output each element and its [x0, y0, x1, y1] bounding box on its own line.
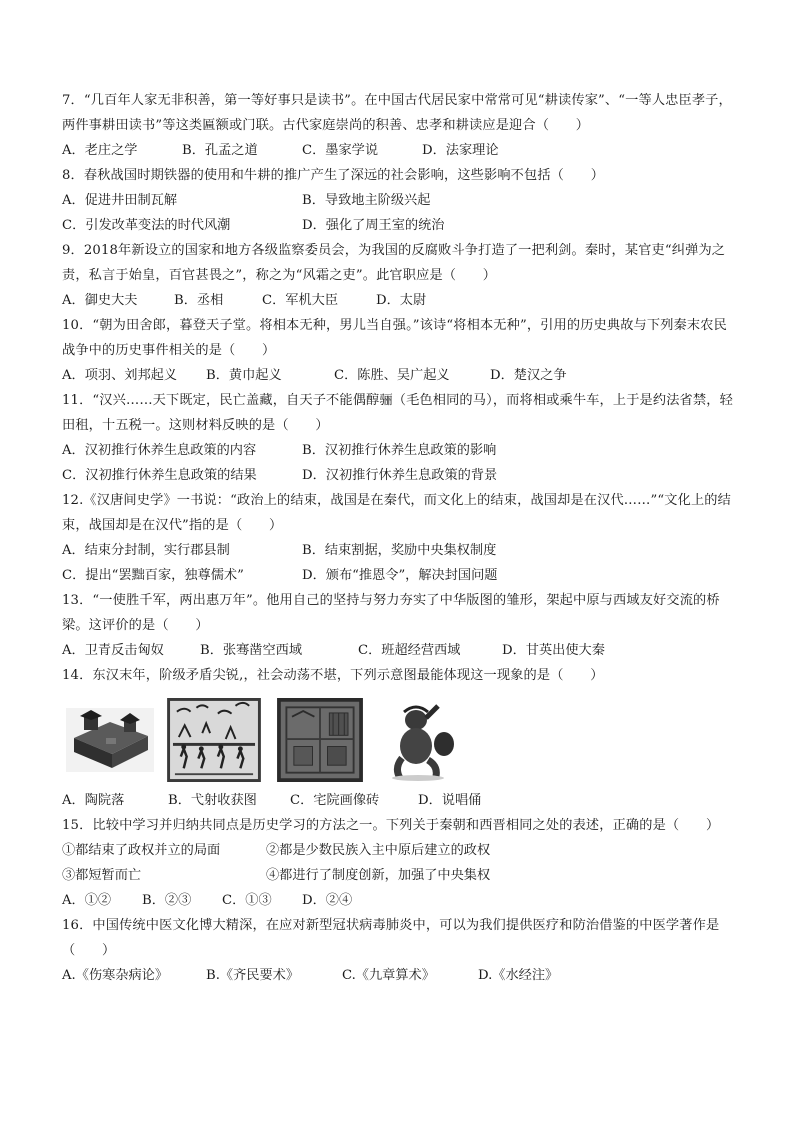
option-c[interactable]: C．引发改革变法的时代风潮	[62, 218, 231, 233]
option-b[interactable]: B．导致地主阶级兴起	[302, 193, 431, 208]
option-b[interactable]: B．孔孟之道	[182, 143, 258, 158]
option-a[interactable]: A．陶院落	[62, 793, 125, 808]
question-8-stem: 8．春秋战国时期铁器的使用和牛耕的推广产生了深远的社会影响，这些影响不包括（ ）	[62, 168, 605, 183]
question-15-stem: 15．比较中学习并归纳共同点是历史学习的方法之一。下列关于秦朝和西晋相同之处的表述，正确的是（ ）	[62, 818, 720, 833]
question-10-stem: 10．“朝为田舍郎，暮登天子堂。将相本无种，男儿当自强。”该诗“将相本无种”，引用的历史典故与下列秦末农民战争中的历史事件相关的是（ ）	[62, 318, 727, 358]
option-b[interactable]: B．丞相	[174, 293, 224, 308]
question-11-options-row1	[62, 438, 734, 463]
option-d[interactable]: D．太尉	[376, 293, 427, 308]
option-b[interactable]: B.《齐民要术》	[206, 968, 300, 983]
courtyard-relief-brick-image	[274, 698, 366, 782]
option-b[interactable]: B．黄巾起义	[206, 368, 282, 383]
option-d[interactable]: D．法家理论	[422, 143, 499, 158]
hunting-harvest-relief-image	[166, 698, 262, 782]
question-12-options-row1	[62, 538, 734, 563]
option-b[interactable]: B．汉初推行休养生息政策的影响	[302, 443, 497, 458]
pottery-courtyard-image	[66, 698, 154, 782]
storyteller-figurine-image	[378, 698, 462, 782]
question-11-options-row2	[62, 463, 734, 488]
option-d[interactable]: D．楚汉之争	[490, 368, 567, 383]
question-9-stem: 9．2018年新设立的国家和地方各级监察委员会，为我国的反腐败斗争打造了一把利剑。秦时，某官吏“纠弹为之责，私言于始皇，百官甚畏之”，称之为“风霜之吏”。此官职应是（ ）	[62, 243, 726, 283]
option-c[interactable]: C．班超经营西域	[358, 643, 461, 658]
option-d[interactable]: D．强化了周王室的统治	[302, 218, 445, 233]
question-13-stem: 13．“一使胜千军，两出惠万年”。他用自己的坚持与努力夯实了中华版图的雏形，架起中原与西域友好交流的桥梁。这评价的是（ ）	[62, 593, 720, 633]
option-a[interactable]: A．卫青反击匈奴	[62, 643, 164, 658]
question-14-images	[66, 694, 734, 782]
option-a[interactable]: A.《伤寒杂病论》	[62, 968, 169, 983]
question-15-statements-row2	[62, 863, 734, 888]
option-c[interactable]: C．陈胜、吴广起义	[334, 368, 450, 383]
question-14-stem: 14．东汉末年，阶级矛盾尖锐,，社会动荡不堪，下列示意图最能体现这一现象的是（ ）	[62, 668, 604, 683]
option-a[interactable]: A．①②	[62, 893, 112, 908]
question-16-stem: 16．中国传统中医文化博大精深，在应对新型冠状病毒肺炎中，可以为我们提供医疗和防治借鉴的中医学著作是（ ）	[62, 918, 720, 958]
option-d[interactable]: D．甘英出使大秦	[502, 643, 605, 658]
statement-2: ②都是少数民族入主中原后建立的政权	[266, 843, 491, 858]
statement-3: ③都短暂而亡	[62, 868, 142, 883]
option-c[interactable]: C．提出“罢黜百家，独尊儒术”	[62, 568, 244, 583]
option-b[interactable]: B．②③	[142, 893, 192, 908]
option-d[interactable]: D.《水经注》	[478, 968, 559, 983]
option-c[interactable]: C．①③	[222, 893, 272, 908]
option-c[interactable]: C．军机大臣	[262, 293, 339, 308]
question-15-options	[62, 888, 734, 913]
question-12-options-row2	[62, 563, 734, 588]
option-a[interactable]: A．汉初推行休养生息政策的内容	[62, 443, 257, 458]
question-8-options-row2	[62, 213, 734, 238]
statement-4: ④都进行了制度创新，加强了中央集权	[266, 868, 491, 883]
question-9-options	[62, 288, 734, 313]
option-d[interactable]: D．汉初推行休养生息政策的背景	[302, 468, 498, 483]
statement-1: ①都结束了政权并立的局面	[62, 843, 221, 858]
option-c[interactable]: C.《九章算术》	[342, 968, 435, 983]
question-7-stem: 7．“几百年人家无非积善，第一等好事只是读书”。在中国古代居民家中常常可见“耕读传家”、“一等人忠臣孝子，两件事耕田读书”等这类匾额或门联。古代家庭崇尚的积善、忠孝和耕读应是迎合（ ）	[62, 93, 732, 133]
option-c[interactable]: C．汉初推行休养生息政策的结果	[62, 468, 257, 483]
option-d[interactable]: D．②④	[302, 893, 353, 908]
option-a[interactable]: A．老庄之学	[62, 143, 138, 158]
question-7-options	[62, 138, 734, 163]
option-a[interactable]: A．结束分封制，实行郡县制	[62, 543, 230, 558]
question-14-options	[62, 788, 734, 813]
option-a[interactable]: A．御史大夫	[62, 293, 138, 308]
option-b[interactable]: B．结束割据，奖励中央集权制度	[302, 543, 497, 558]
option-a[interactable]: A．项羽、刘邦起义	[62, 368, 178, 383]
option-b[interactable]: B．张骞凿空西域	[200, 643, 303, 658]
question-page	[62, 88, 734, 988]
option-b[interactable]: B．弋射收获图	[168, 793, 257, 808]
option-c[interactable]: C．墨家学说	[302, 143, 379, 158]
question-11-stem: 11．“汉兴……天下既定，民亡盖藏，自天子不能偶醇骊（毛色相同的马），而将相或乘牛车，上于是约法省禁，轻田租，十五税一。这则材料反映的是（ ）	[62, 393, 733, 433]
question-8-options-row1	[62, 188, 734, 213]
option-d[interactable]: D．说唱俑	[418, 793, 482, 808]
question-12-stem: 12.《汉唐间史学》一书说：“政治上的结束，战国是在秦代，而文化上的结束，战国却是在汉代……”“文化上的结束，战国却是在汉代”指的是（ ）	[62, 493, 731, 533]
option-c[interactable]: C．宅院画像砖	[290, 793, 380, 808]
question-10-options	[62, 363, 734, 388]
option-d[interactable]: D．颁布“推恩令”，解决封国问题	[302, 568, 498, 583]
question-15-statements-row1	[62, 838, 734, 863]
question-13-options	[62, 638, 734, 663]
question-16-options	[62, 963, 734, 988]
option-a[interactable]: A．促进井田制瓦解	[62, 193, 178, 208]
